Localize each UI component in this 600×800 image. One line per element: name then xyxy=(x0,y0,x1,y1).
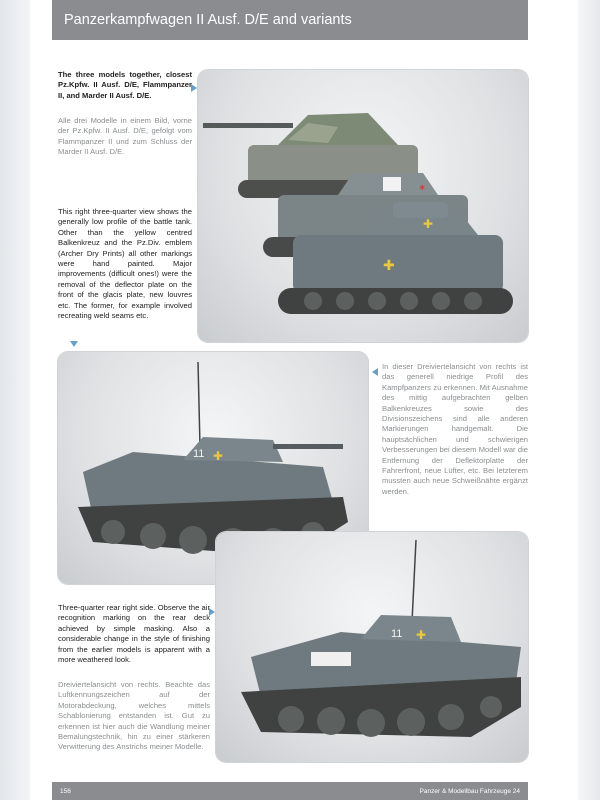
arrow-left-icon xyxy=(372,368,378,376)
page-number: 156 xyxy=(60,787,71,795)
svg-text:11: 11 xyxy=(193,448,205,460)
svg-text:✶: ✶ xyxy=(418,183,427,194)
caption-2-german: In dieser Dreiviertelansicht von rechts ist das generell niedrige Profil des Kampfpanzers zu erkennen. Mit Ausnahme des mittig aufgebrachten gelben Balkenkreuzes sowie des Divisionszeichens sind alle anderen Markierungen handgemalt. Die hauptsächlichen und schwierigen Verbesserungen bei diesem Modell war die Entfernung der Deflektorplatte der Fahrerfront, neue Lüfter, etc. Bei letzterem mussten auch neue Schweißnähte ergänzt werden. xyxy=(382,362,528,496)
publication-name: Panzer & Modellbau Fahrzeuge 24 xyxy=(419,787,520,795)
svg-text:✚: ✚ xyxy=(213,449,224,463)
svg-text:✚: ✚ xyxy=(416,628,427,642)
page-title: Panzerkampfwagen II Ausf. D/E and variants xyxy=(64,12,352,28)
caption-1-english: The three models together, closest Pz.Kpfw. II Ausf. D/E, Flammpanzer II, and Marder II Ausf. D/E. xyxy=(58,70,192,100)
arrow-right-icon-2 xyxy=(209,608,215,616)
svg-text:✚: ✚ xyxy=(383,257,395,273)
caption-3-english: Three-quarter rear right side. Observe the air recognition marking on the rear deck achieved by simple masking. Also a considerable change in the style of finishing from the earlier models is apparent with a more weathered look. xyxy=(58,603,210,665)
svg-text:11: 11 xyxy=(391,628,403,640)
arrow-down-icon xyxy=(70,341,78,347)
arrow-right-icon xyxy=(191,84,197,92)
caption-1-german: Alle drei Modelle in einem Bild, vorne der Pz.Kpfw. II Ausf. D/E, gefolgt vom Flammpanzer II und zum Schluss der Marder II Ausf. D/E. xyxy=(58,116,192,157)
svg-text:✚: ✚ xyxy=(423,217,434,231)
right-margin-band xyxy=(578,0,600,800)
three-tanks-photo xyxy=(198,70,528,342)
rear-three-quarter-photo xyxy=(216,532,528,762)
caption-2-english: This right three-quarter view shows the generally low profile of the battle tank. Other than the yellow centred Balkenkreuz and the Pz.Div. emblem (Archer Dry Prints) all other markings were hand painted. Major improvements (difficult ones!) were the removal of the deflector plate on the front of the glacis plate, new louvres etc. The former, for example involved recreating weld seams etc. xyxy=(58,207,192,321)
left-margin-band xyxy=(0,0,30,800)
three-tanks-illustration xyxy=(198,70,528,342)
caption-3-german: Dreiviertelansicht von rechts. Beachte das Luftkennungszeichen auf der Motorabdeckung, welches mittels Schablonierung entstanden ist. Gut zu erkennen ist hier auch die Wandlung meiner Bemalungstechnik, hin zu einer stärkeren Verwitterung des Anstrichs meiner Modelle. xyxy=(58,680,210,752)
page-header xyxy=(52,0,528,40)
rear-three-quarter-illustration xyxy=(216,532,528,762)
page-footer xyxy=(52,782,528,800)
